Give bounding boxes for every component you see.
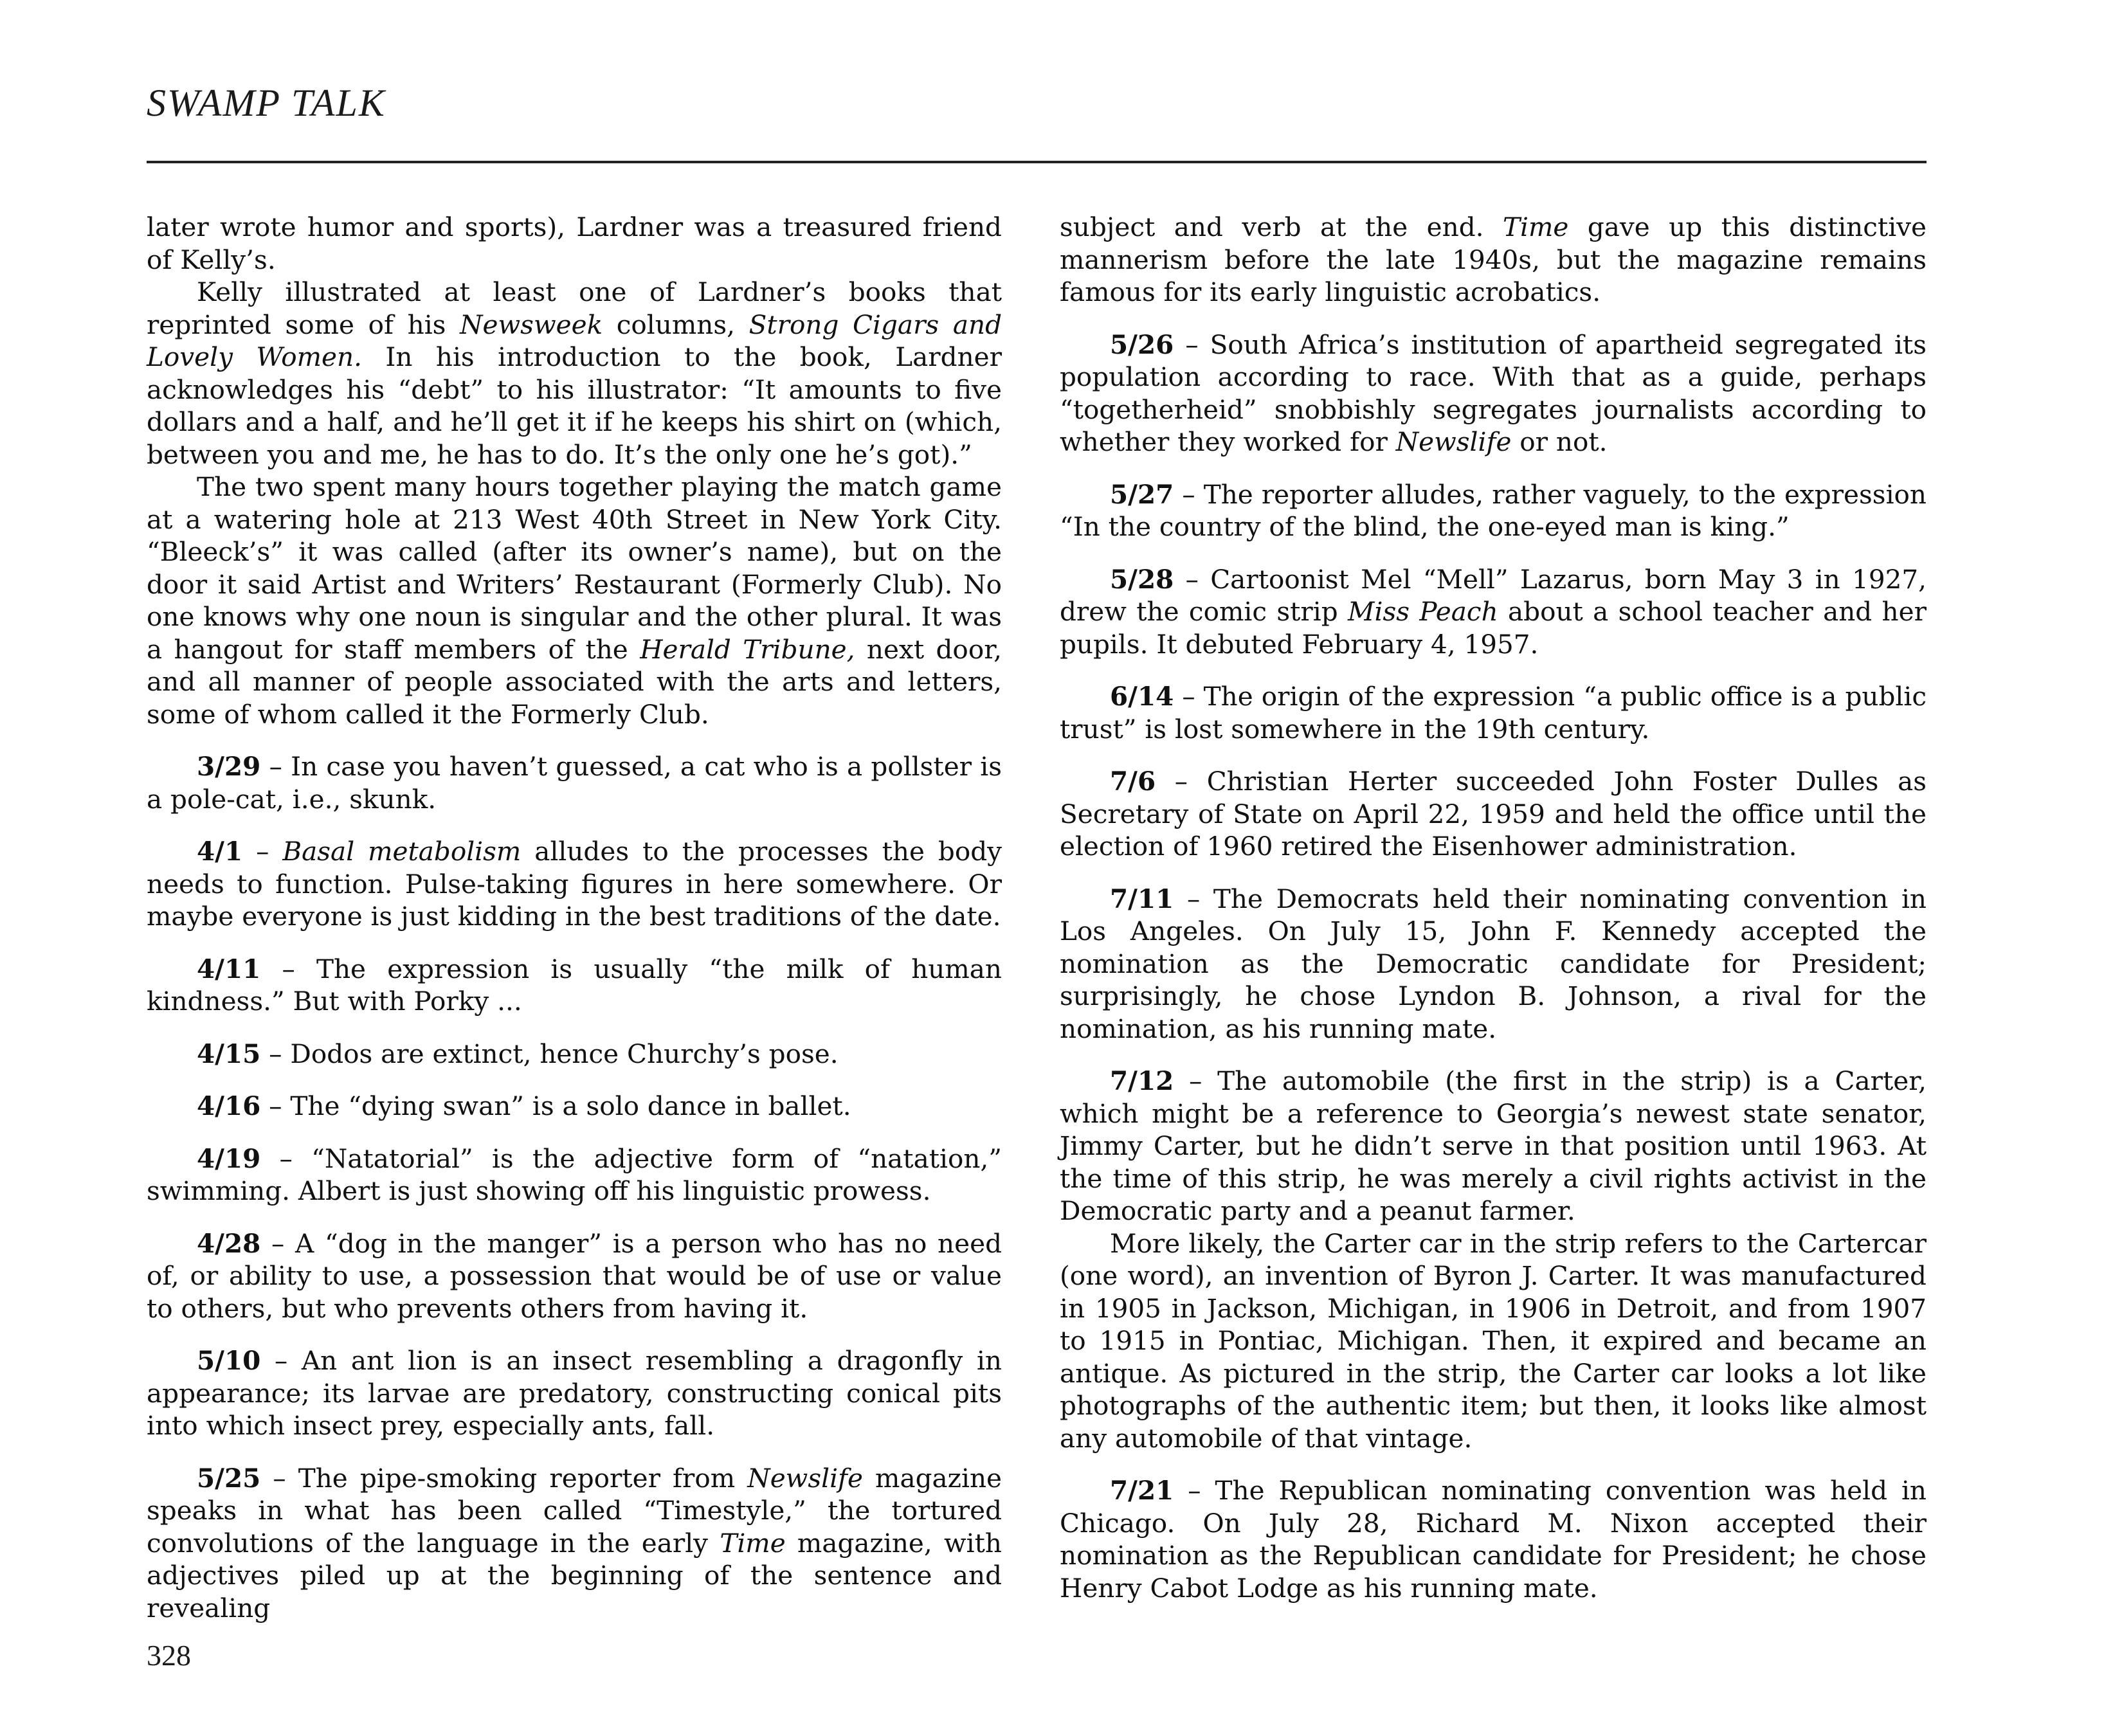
- note-date: 5/27: [1110, 478, 1174, 510]
- paragraph: later wrote humor and sports), Lardner was a treasured friend of Kelly’s.: [147, 212, 1002, 275]
- note-5-28: 5/28 – Cartoonist Mel “Mell” Lazarus, born May 3 in 1927, drew the comic strip Miss Peach about a school teacher and her pupils. It debuted February 4, 1957.: [1060, 563, 1927, 660]
- note-date: 4/19: [197, 1143, 261, 1174]
- note-4-28: 4/28 – A “dog in the manger” is a person who has no need of, or ability to use, a possession that would be of use or value to others, but who prevents others from having it.: [147, 1227, 1002, 1324]
- note-date: 4/15: [197, 1038, 261, 1069]
- note-date: 5/26: [1110, 329, 1174, 360]
- note-date: 7/11: [1110, 883, 1174, 914]
- note-4-1: 4/1 – Basal metabolism alludes to the processes the body needs to function. Pulse-taking figures in here somewhere. Or maybe everyone is just kidding in the best traditions of the date.: [147, 836, 1002, 932]
- note-7-11: 7/11 – The Democrats held their nominating convention in Los Angeles. On July 15, John F. Kennedy accepted the nomination as the Democratic candidate for President; surprisingly, he chose Lyndon B. Johnson, a rival for the nomination, as his running mate.: [1060, 883, 1927, 1044]
- note-date: 5/10: [197, 1345, 261, 1376]
- paragraph: subject and verb at the end. Time gave up this distinctive mannerism before the late 1940s, but the magazine remains famous for its early linguistic acrobatics.: [1060, 212, 1927, 307]
- note-date: 7/6: [1110, 766, 1156, 797]
- right-column: [1060, 211, 1927, 1604]
- note-3-29: 3/29 – In case you haven’t guessed, a cat who is a pollster is a pole-cat, i.e., skunk.: [147, 751, 1002, 815]
- note-4-16: 4/16 – The “dying swan” is a solo dance in ballet.: [197, 1090, 851, 1121]
- note-5-27: 5/27 – The reporter alludes, rather vaguely, to the expression “In the country of the blind, the one-eyed man is king.”: [1060, 478, 1927, 542]
- note-date: 4/11: [197, 953, 261, 984]
- header-rule: [147, 161, 1927, 163]
- note-7-6: 7/6 – Christian Herter succeeded John Foster Dulles as Secretary of State on April 22, 1959 and held the office until the election of 1960 retired the Eisenhower administration.: [1060, 766, 1927, 862]
- note-date: 7/21: [1110, 1475, 1174, 1506]
- left-column: [147, 211, 1002, 1624]
- note-4-11: 4/11 – The expression is usually “the milk of human kindness.” But with Porky ...: [147, 953, 1002, 1017]
- note-5-10: 5/10 – An ant lion is an insect resembling a dragonfly in appearance; its larvae are predatory, constructing conical pits into which insect prey, especially ants, fall.: [147, 1345, 1002, 1441]
- note-date: 4/16: [197, 1090, 261, 1121]
- note-7-21: 7/21 – The Republican nominating convention was held in Chicago. On July 28, Richard M. Nixon accepted their nomination as the Republican candidate for President; he chose Henry Cabot Lodge as his running mate.: [1060, 1475, 1927, 1604]
- paragraph: Kelly illustrated at least one of Lardner’s books that reprinted some of his Newsweek columns, Strong Cigars and Lovely Women. In his introduction to the book, Lardner acknowledges his “debt” to his illustrator: “It amounts to five dollars and a half, and he’ll get it if he keeps his shirt on (which, between you and me, he has to do. It’s the only one he’s got).”: [147, 276, 1002, 470]
- page-number: 328: [147, 1639, 191, 1672]
- note-4-15: 4/15 – Dodos are extinct, hence Churchy’s pose.: [197, 1038, 839, 1069]
- note-7-12-continued: More likely, the Carter car in the strip refers to the Cartercar (one word), an invention of Byron J. Carter. It was manufactured in 1905 in Jackson, Michigan, in 1906 in Detroit, and from 1907 to 1915 in Pontiac, Michigan. Then, it expired and became an antique. As pictured in the strip, the Carter car looks a lot like photographs of the authentic item; but then, it looks like almost any automobile of that vintage.: [1060, 1227, 1927, 1454]
- note-6-14: 6/14 – The origin of the expression “a public office is a public trust” is lost somewhere in the 19th century.: [1060, 681, 1927, 745]
- note-5-25: 5/25 – The pipe-smoking reporter from Newslife magazine speaks in what has been called “Timestyle,” the tortured convolutions of the language in the early Time magazine, with adjectives piled up at the beginning of the sentence and revealing: [147, 1462, 1002, 1623]
- note-5-26: 5/26 – South Africa’s institution of apartheid segregated its population according to race. With that as a guide, perhaps “togetherheid” snobbishly segregates journalists according to whether they worked for Newslife or not.: [1060, 329, 1927, 457]
- running-head: SWAMP TALK: [147, 82, 386, 124]
- note-date: 4/28: [197, 1227, 261, 1259]
- paragraph: The two spent many hours together playing the match game at a watering hole at 213 West 40th Street in New York City. “Bleeck’s” it was called (after its owner’s name), but on the door it said Artist and Writers’ Restaurant (Formerly Club). No one knows why one noun is singular and the other plural. It was a hangout for staff members of the Herald Tribune, next door, and all manner of people associated with the arts and letters, some of whom called it the Formerly Club.: [147, 471, 1002, 730]
- note-date: 5/25: [197, 1462, 261, 1494]
- note-date: 6/14: [1110, 681, 1174, 712]
- note-7-12: 7/12 – The automobile (the first in the strip) is a Carter, which might be a reference to Georgia’s newest state senator, Jimmy Carter, but he didn’t serve in that position until 1963. At the time of this strip, he was merely a civil rights activist in the Democratic party and a peanut farmer.: [1060, 1065, 1927, 1226]
- note-4-19: 4/19 – “Natatorial” is the adjective form of “natation,” swimming. Albert is just showing off his linguistic prowess.: [147, 1143, 1002, 1206]
- note-date: 3/29: [197, 751, 261, 782]
- note-date: 5/28: [1110, 563, 1174, 595]
- note-date: 4/1: [197, 836, 243, 867]
- note-date: 7/12: [1110, 1065, 1174, 1096]
